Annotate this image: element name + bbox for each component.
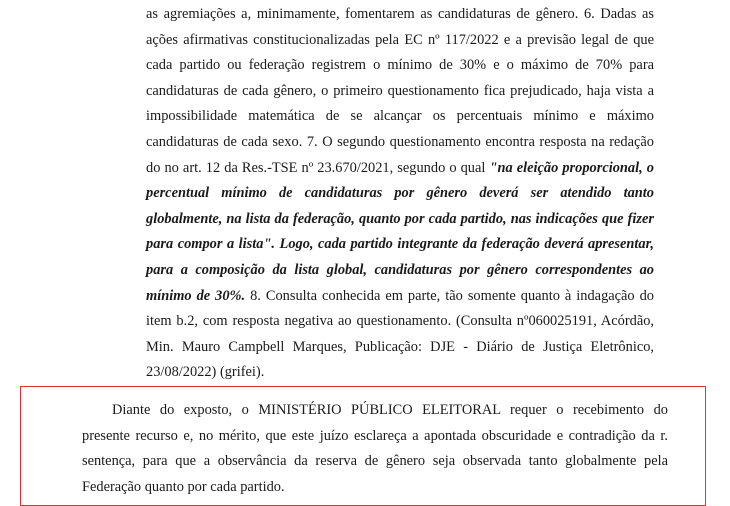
quote-line <box>146 181 654 207</box>
petition-line: presente recurso e, no mérito, que este juízo esclareça a apontada obscuridade e contradição da r. <box>82 427 668 444</box>
quote-line: cada partido ou federação registrem o mínimo de 30% e o máximo de 70% para <box>146 57 654 74</box>
emphasized-quote: globalmente, na lista da federação, quanto por cada partido, nas indicações que fizer <box>146 210 654 227</box>
quote-line <box>146 207 654 233</box>
emphasized-quote: mínimo de 30%. <box>146 287 246 304</box>
quote-line: item b.2, com resposta negativa ao questionamento. (Consulta nº060025191, Acórdão, <box>146 313 654 330</box>
quote-line <box>146 284 654 310</box>
quote-line <box>146 156 654 182</box>
quoted-jurisprudence <box>146 2 654 386</box>
petition-line: sentença, para que a observância da reserva de gênero seja observada tanto globalmente pela <box>82 453 668 469</box>
quote-line: 23/08/2022) (grifei). <box>146 364 265 381</box>
quote-line: candidaturas de cada gênero, o primeiro questionamento fica prejudicado, haja vista a <box>146 82 654 99</box>
emphasized-quote: para a composição da lista global, candidaturas por gênero correspondentes ao <box>146 261 654 278</box>
emphasized-quote: "na eleição proporcional, o <box>489 159 654 176</box>
petition-line: Diante do exposto, o MINISTÉRIO PÚBLICO ELEITORAL requer o recebimento do <box>112 402 668 418</box>
quote-line: ações afirmativas constitucionalizadas pela EC nº 117/2022 e a previsão legal de que <box>146 31 654 48</box>
quote-text: do no art. 12 da Res.-TSE nº 23.670/2021, segundo o qual <box>146 159 490 176</box>
emphasized-quote: para compor a lista". Logo, cada partido integrante da federação deverá apresentar, <box>146 236 654 253</box>
quote-line <box>146 258 654 284</box>
quote-line: candidaturas de cada sexo. 7. O segundo questionamento encontra resposta na redação <box>146 133 654 150</box>
quote-text: 8. Consulta conhecida em parte, tão somente quanto à indagação do <box>245 287 654 304</box>
quote-line <box>146 232 654 258</box>
quote-line: impossibilidade matemática de se alcançar os percentuais mínimo e máximo <box>146 108 654 125</box>
quote-line: Min. Mauro Campbell Marques, Publicação: DJE - Diário de Justiça Eletrônico, <box>146 338 654 355</box>
quote-line: as agremiações a, minimamente, fomentarem as candidaturas de gênero. 6. Dadas as <box>146 6 654 22</box>
emphasized-quote: percentual mínimo de candidaturas por gênero deverá ser atendido tanto <box>146 185 654 202</box>
petition-line: Federação quanto por cada partido. <box>82 478 285 495</box>
